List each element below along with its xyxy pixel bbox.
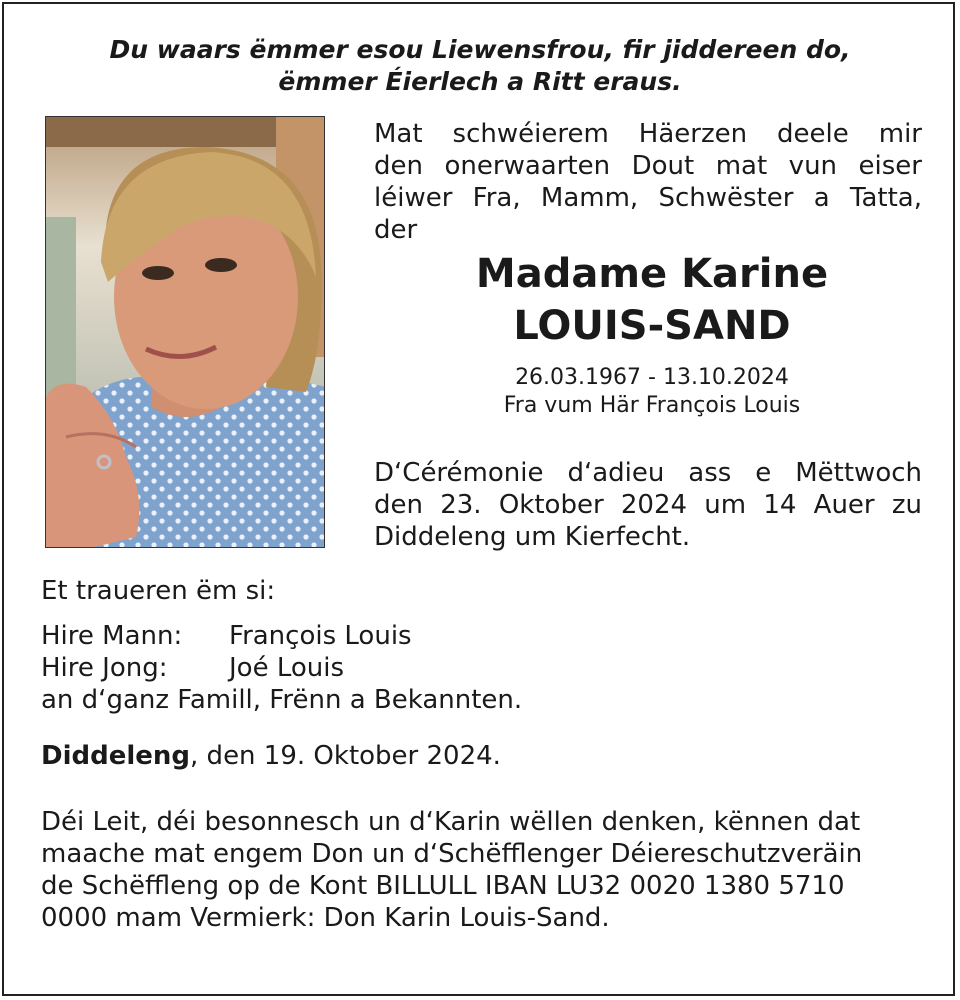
mourner-row bbox=[41, 620, 921, 652]
intro-line: den onerwaarten Dout mat vun eiser bbox=[374, 151, 922, 181]
deceased-name-line-2: LOUIS-SAND bbox=[513, 303, 791, 349]
donation-line: Déi Leit, déi besonnesch un d‘Karin wëllen denken, kënnen dat bbox=[41, 807, 861, 837]
spouse-line: Fra vum Här François Louis bbox=[503, 393, 801, 418]
life-dates bbox=[374, 364, 930, 420]
donation-line: 0000 mam Vermierk: Don Karin Louis-Sand. bbox=[41, 903, 610, 933]
mourners-section bbox=[41, 575, 921, 716]
birth-death-dates: 26.03.1967 - 13.10.2024 bbox=[515, 365, 789, 390]
place-date bbox=[41, 740, 501, 772]
donation-note bbox=[41, 806, 941, 934]
ceremony-line: den 23. Oktober 2024 um 14 Auer zu bbox=[374, 490, 922, 520]
intro-line: Mat schwéierem Häerzen deele mir bbox=[374, 119, 922, 149]
date-text: , den 19. Oktober 2024. bbox=[190, 741, 501, 771]
ceremony-info bbox=[374, 457, 922, 553]
motto bbox=[0, 34, 960, 98]
donation-line: maache mat engem Don un d‘Schëfflenger Déiereschutzveräin bbox=[41, 839, 863, 869]
ceremony-line: Diddeleng um Kierfecht. bbox=[374, 522, 691, 552]
mourner-name: François Louis bbox=[229, 621, 412, 651]
announcement-intro bbox=[374, 118, 922, 246]
intro-line: der bbox=[374, 215, 418, 245]
mourner-relation: Hire Mann: bbox=[41, 621, 183, 651]
ceremony-line: D‘Cérémonie d‘adieu ass e Mëttwoch bbox=[374, 458, 922, 488]
mourner-name: Joé Louis bbox=[229, 653, 345, 683]
intro-line: léiwer Fra, Mamm, Schwëster a Tatta, bbox=[374, 183, 922, 213]
motto-line-1: Du waars ëmmer esou Liewensfrou, fir jiddereen do, bbox=[109, 35, 851, 64]
mourner-row bbox=[41, 652, 921, 684]
mourners-others: an d‘ganz Famill, Frënn a Bekannten. bbox=[41, 685, 523, 715]
deceased-name bbox=[374, 248, 930, 352]
mourners-heading: Et traueren ëm si: bbox=[41, 576, 276, 606]
place-name: Diddeleng bbox=[41, 741, 191, 771]
deceased-name-line-1: Madame Karine bbox=[475, 251, 829, 297]
donation-line: de Schëffleng op de Kont BILLULL IBAN LU32 0020 1380 5710 bbox=[41, 871, 845, 901]
mourner-relation: Hire Jong: bbox=[41, 653, 168, 683]
motto-line-2: ëmmer Éierlech a Ritt eraus. bbox=[278, 67, 682, 96]
portrait-photo bbox=[45, 116, 325, 548]
